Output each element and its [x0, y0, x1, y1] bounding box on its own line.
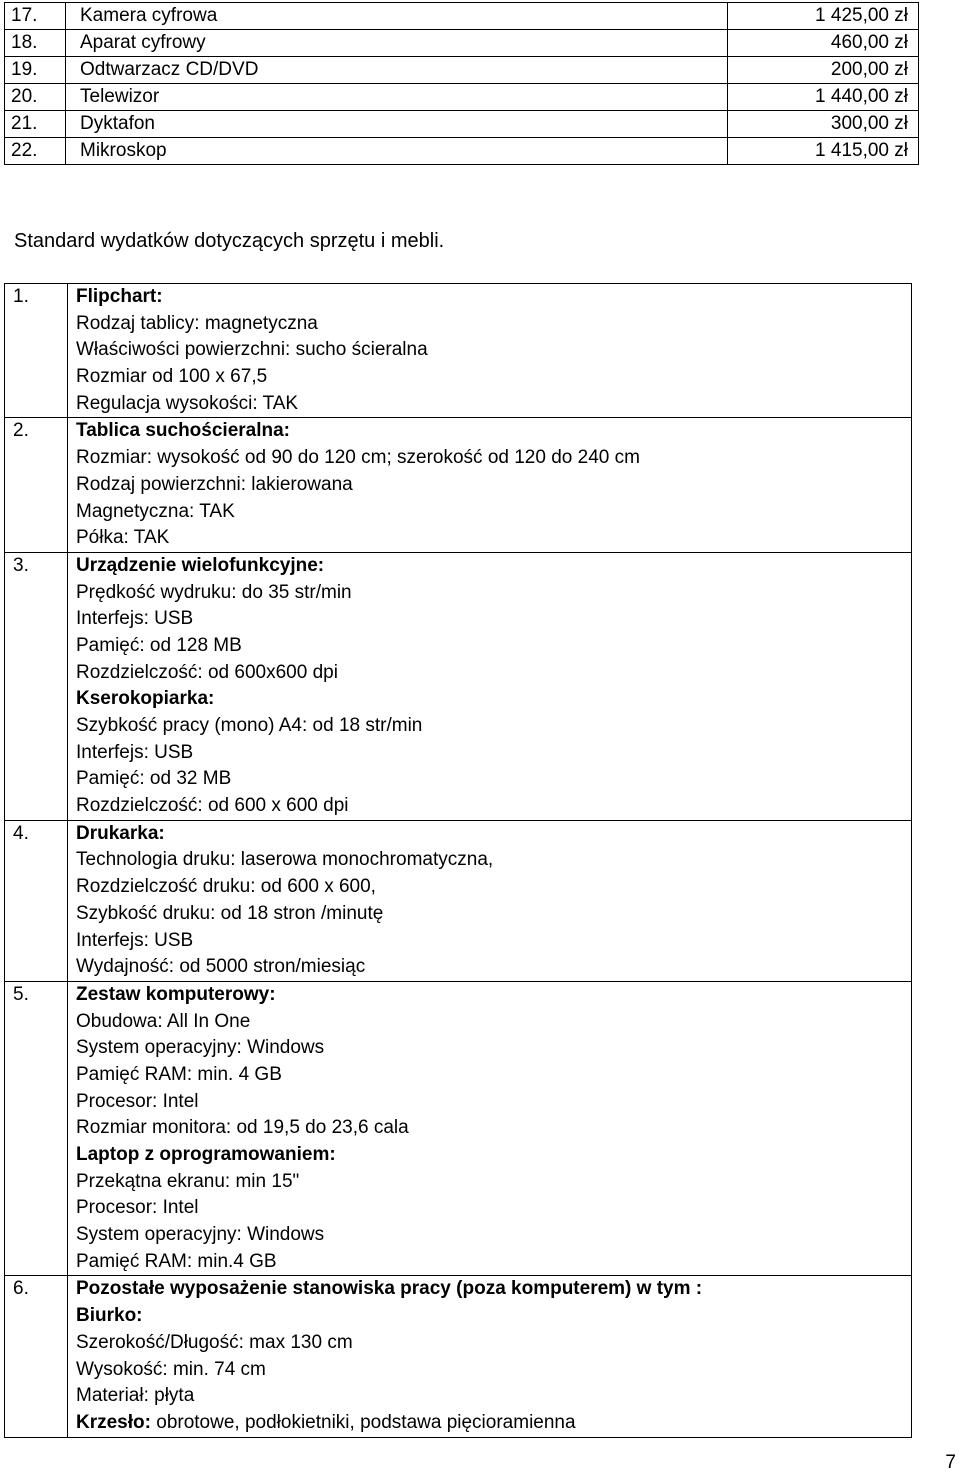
spec-line: Interfejs: USB	[76, 608, 194, 630]
spec-line: Interfejs: USB	[76, 741, 194, 763]
spec-row	[5, 1276, 912, 1437]
price-row-price: 1 415,00 zł	[728, 138, 919, 165]
spec-line: System operacyjny: Windows	[76, 1224, 325, 1246]
price-row-price: 300,00 zł	[728, 111, 919, 138]
spec-row-body	[68, 1276, 912, 1437]
price-row	[5, 111, 919, 138]
spec-line: Magnetyczna: TAK	[76, 500, 235, 522]
spec-row-number: 5.	[5, 981, 68, 1276]
spec-row	[5, 418, 912, 552]
spec-table-body	[5, 284, 912, 1438]
spec-line-heading: Tablica suchościeralna:	[76, 420, 291, 442]
price-row	[5, 84, 919, 111]
price-table-body	[5, 3, 919, 165]
section-heading: Standard wydatków dotyczących sprzętu i mebli.	[14, 230, 445, 252]
spec-line: Interfejs: USB	[76, 929, 194, 951]
spec-line-heading: Kserokopiarka:	[76, 688, 215, 710]
price-table	[4, 2, 919, 165]
spec-line: Rozmiar od 100 x 67,5	[76, 366, 268, 388]
spec-line: Rozmiar: wysokość od 90 do 120 cm; szerokość od 120 do 240 cm	[76, 447, 640, 469]
spec-line: Rozdzielczość: od 600 x 600 dpi	[76, 795, 349, 817]
spec-row-body	[68, 820, 912, 981]
spec-line-rest: obrotowe, podłokietniki, podstawa pięcioramienna	[150, 1411, 576, 1433]
price-row	[5, 30, 919, 57]
spec-line: Pamięć: od 32 MB	[76, 768, 232, 790]
spec-line: Regulacja wysokości: TAK	[76, 392, 299, 414]
price-row-name: Kamera cyfrowa	[66, 3, 728, 30]
price-row-name: Dyktafon	[66, 111, 728, 138]
spec-line	[76, 1410, 911, 1437]
price-row-number: 20.	[5, 84, 66, 111]
spec-line: System operacyjny: Windows	[76, 1037, 325, 1059]
spec-row	[5, 284, 912, 418]
spec-line-heading: Laptop z oprogramowaniem:	[76, 1144, 336, 1165]
price-row-number: 21.	[5, 111, 66, 138]
spec-line: Procesor: Intel	[76, 1197, 199, 1219]
spec-line-heading: Urządzenie wielofunkcyjne:	[76, 554, 325, 576]
spec-table	[4, 283, 912, 1438]
spec-line: Rozmiar monitora: od 19,5 do 23,6 cala	[76, 1117, 409, 1139]
spec-line: Materiał: płyta	[76, 1385, 195, 1407]
price-row	[5, 138, 919, 165]
spec-row-body	[68, 418, 912, 552]
spec-line: Właściwości powierzchni: sucho ścieralna	[76, 339, 428, 361]
spec-line: Wydajność: od 5000 stron/miesiąc	[76, 956, 366, 978]
spec-row-number: 4.	[5, 820, 68, 981]
spec-row	[5, 820, 912, 981]
price-row-price: 1 425,00 zł	[728, 3, 919, 30]
spec-line-heading: Flipchart:	[76, 286, 163, 307]
spec-line: Obudowa: All In One	[76, 1010, 251, 1032]
spec-row-body	[68, 552, 912, 820]
spec-line: Pamięć RAM: min.4 GB	[76, 1250, 277, 1272]
spec-row	[5, 981, 912, 1276]
spec-line: Szybkość pracy (mono) A4: od 18 str/min	[76, 715, 423, 736]
spec-line-heading: Drukarka:	[76, 822, 165, 844]
spec-row-number: 2.	[5, 418, 68, 552]
page-number: 7	[945, 1452, 956, 1473]
price-row-price: 200,00 zł	[728, 57, 919, 84]
spec-line-bold: Krzesło:	[76, 1411, 151, 1433]
spec-line: Pamięć: od 128 MB	[76, 634, 242, 656]
spec-line: Wysokość: min. 74 cm	[76, 1358, 266, 1380]
price-row-name: Odtwarzacz CD/DVD	[66, 57, 728, 84]
price-row-name: Telewizor	[66, 84, 728, 111]
spec-row-number: 1.	[5, 284, 68, 418]
spec-line: Szerokość/Długość: max 130 cm	[76, 1331, 353, 1353]
spec-line: Rodzaj powierzchni: lakierowana	[76, 473, 353, 495]
spec-line: Rozdzielczość druku: od 600 x 600,	[76, 876, 376, 898]
spec-line: Pamięć RAM: min. 4 GB	[76, 1063, 282, 1085]
price-row-number: 18.	[5, 30, 66, 57]
spec-row-number: 6.	[5, 1276, 68, 1437]
spec-line-heading: Biurko:	[76, 1305, 143, 1327]
spec-line: Półka: TAK	[76, 527, 170, 549]
spec-line-heading: Pozostałe wyposażenie stanowiska pracy (poza komputerem) w tym :	[76, 1278, 703, 1300]
spec-line-heading: Zestaw komputerowy:	[76, 983, 276, 1005]
price-row-name: Aparat cyfrowy	[66, 30, 728, 57]
spec-row	[5, 552, 912, 820]
price-row-name: Mikroskop	[66, 138, 728, 165]
spec-line: Procesor: Intel	[76, 1090, 199, 1112]
spec-line: Rodzaj tablicy: magnetyczna	[76, 312, 318, 334]
price-row-price: 460,00 zł	[728, 30, 919, 57]
spec-line: Prędkość wydruku: do 35 str/min	[76, 581, 352, 603]
price-row-number: 19.	[5, 57, 66, 84]
price-row-number: 22.	[5, 138, 66, 165]
spec-row-body	[68, 284, 912, 418]
spec-line: Szybkość druku: od 18 stron /minutę	[76, 902, 384, 924]
spec-line: Przekątna ekranu: min 15"	[76, 1170, 300, 1192]
spec-line: Rozdzielczość: od 600x600 dpi	[76, 661, 338, 683]
price-row-number: 17.	[5, 3, 66, 30]
price-row	[5, 3, 919, 30]
price-row-price: 1 440,00 zł	[728, 84, 919, 111]
spec-row-number: 3.	[5, 552, 68, 820]
spec-line: Technologia druku: laserowa monochromatyczna,	[76, 849, 494, 871]
spec-row-body	[68, 981, 912, 1276]
price-row	[5, 57, 919, 84]
